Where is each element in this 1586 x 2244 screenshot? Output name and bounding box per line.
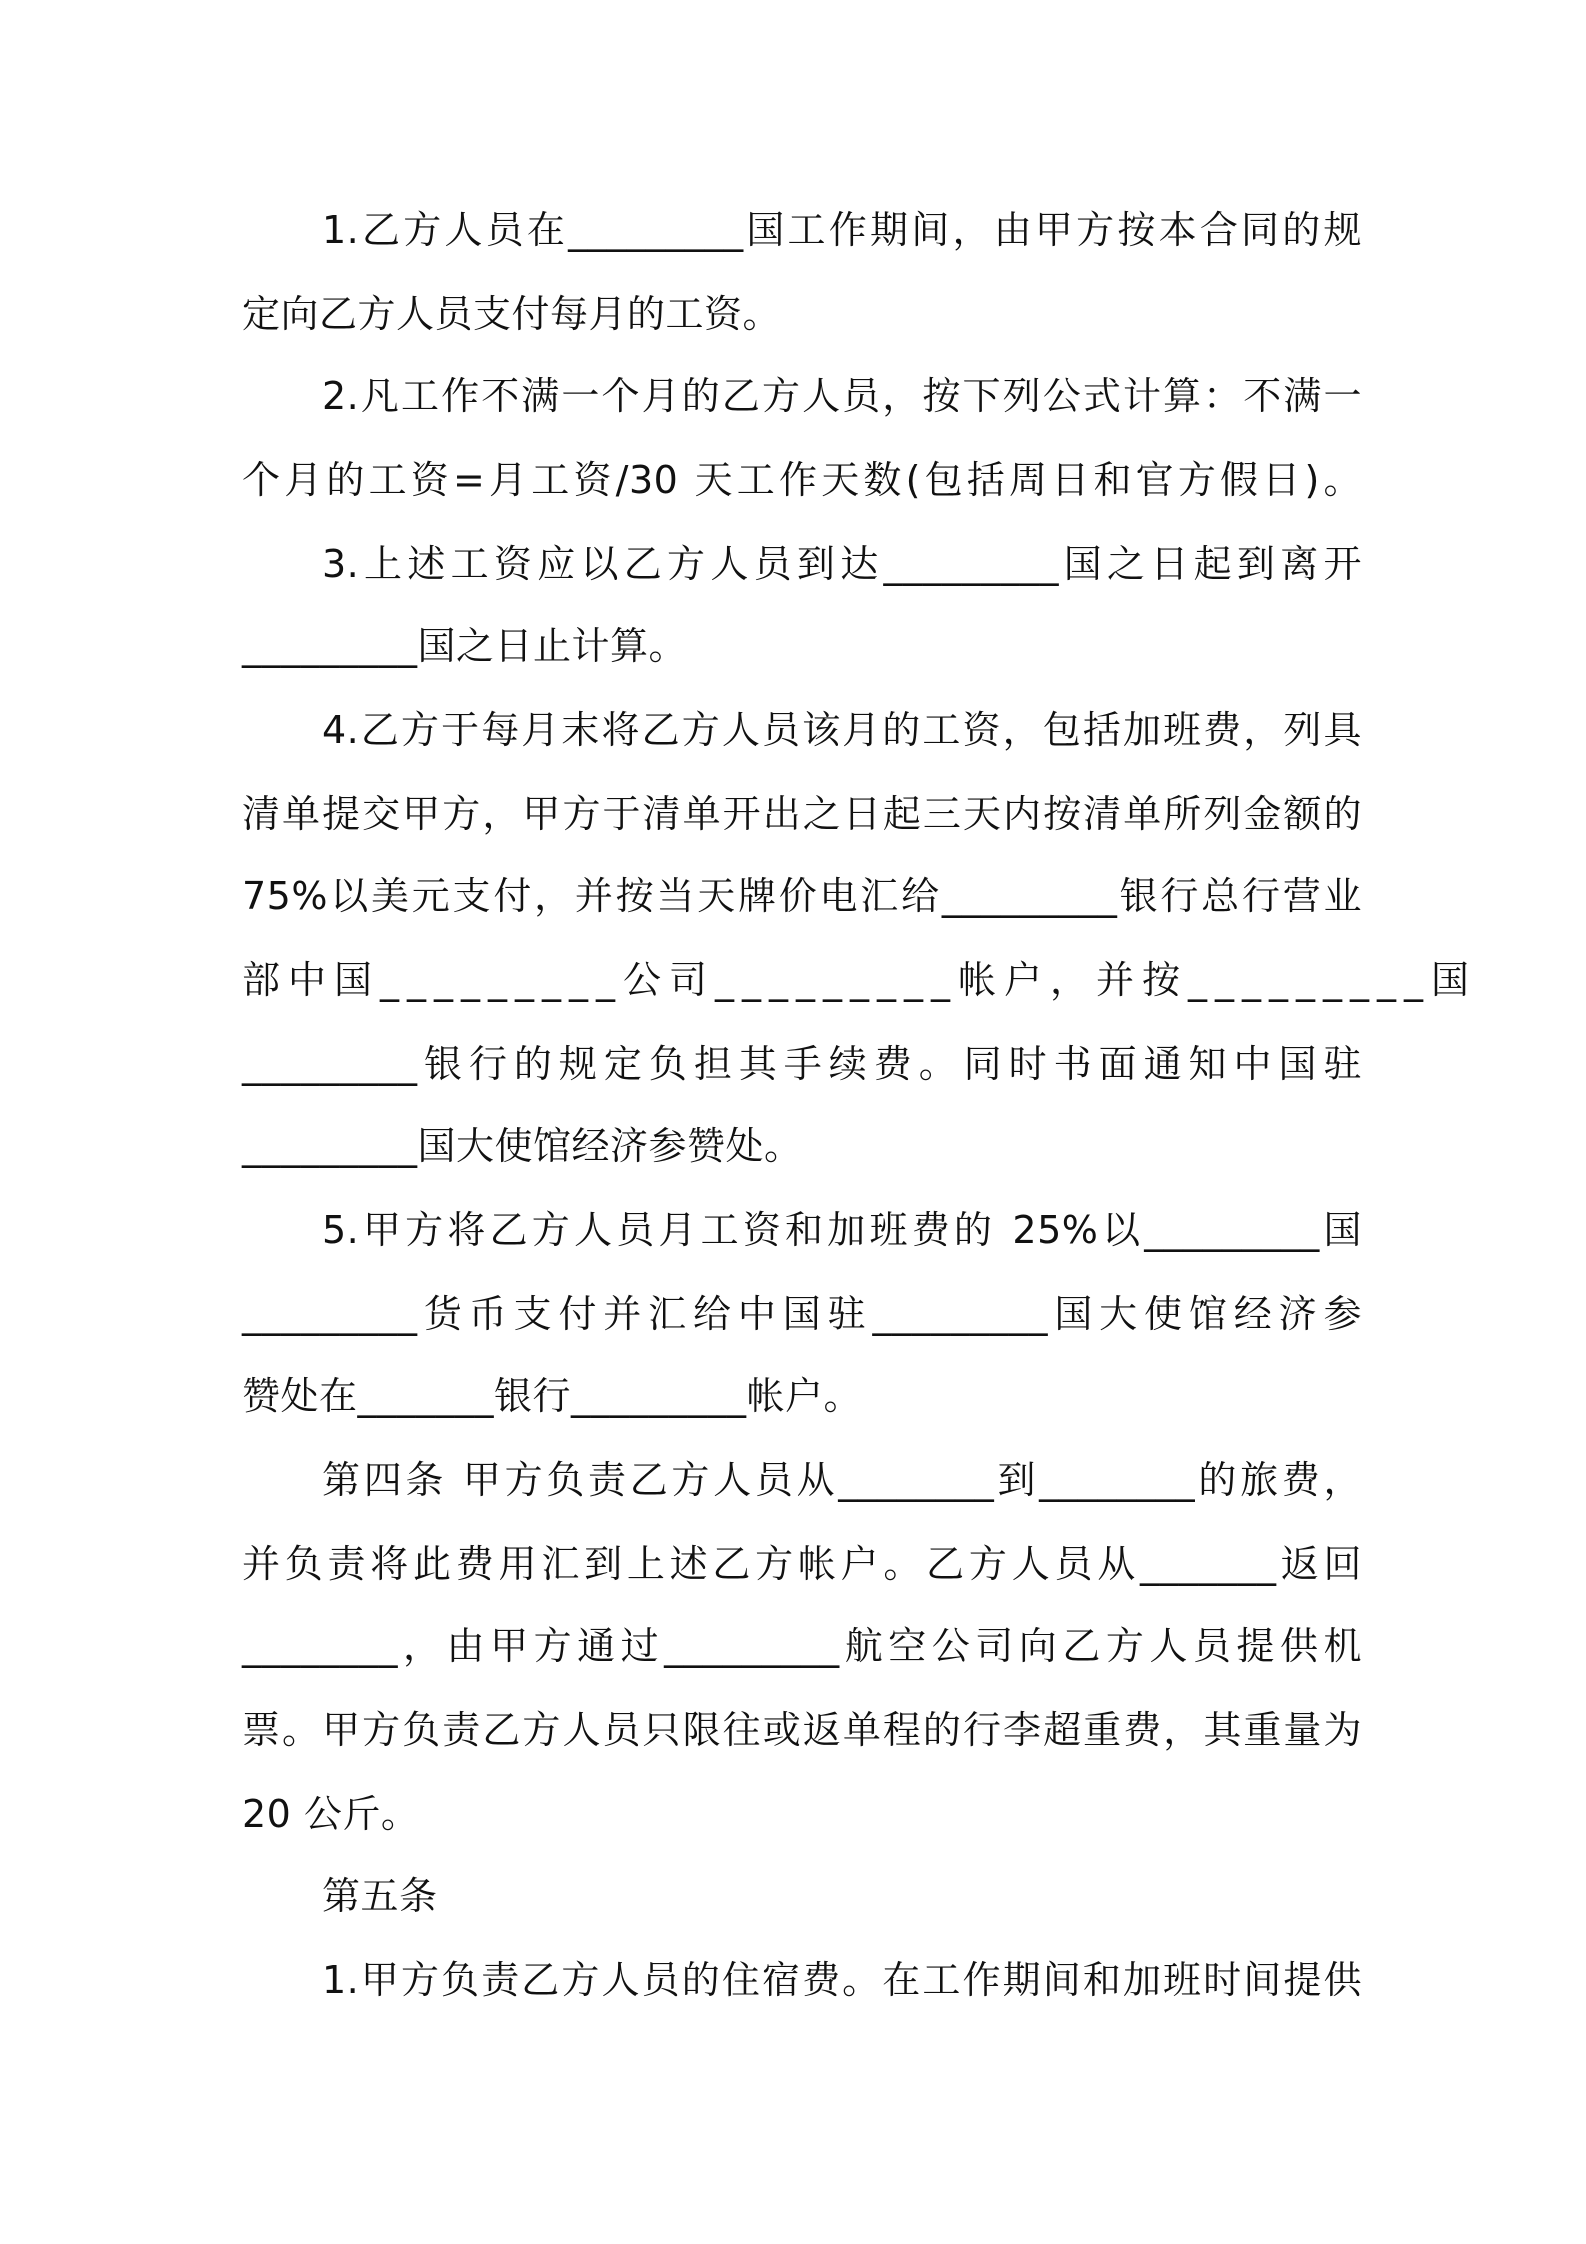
text-line: 票。甲方负责乙方人员只限往或返单程的行李超重费，其重量为 xyxy=(242,1708,1362,1752)
text-line: _________货币支付并汇给中国驻_________国大使馆经济参 xyxy=(242,1292,1362,1336)
section-heading: 第五条 xyxy=(322,1874,438,1918)
text-line: _________国之日止计算。 xyxy=(242,624,688,668)
text-line: _________银行的规定负担其手续费。同时书面通知中国驻 xyxy=(242,1042,1362,1086)
text-line: 3.上述工资应以乙方人员到达_________国之日起到离开 xyxy=(322,542,1362,586)
text-line: 75%以美元支付，并按当天牌价电汇给_________银行总行营业 xyxy=(242,874,1362,918)
text-line: 个月的工资=月工资/30 天工作天数(包括周日和官方假日)。 xyxy=(242,458,1362,502)
text-line: 1.乙方人员在_________国工作期间，由甲方按本合同的规 xyxy=(322,208,1362,252)
text-line: 并负责将此费用汇到上述乙方帐户。乙方人员从_______返回 xyxy=(242,1542,1362,1586)
text-line: ________，由甲方通过_________航空公司向乙方人员提供机 xyxy=(242,1624,1362,1668)
text-line: _________国大使馆经济参赞处。 xyxy=(242,1124,803,1168)
text-line: 2.凡工作不满一个月的乙方人员，按下列公式计算：不满一 xyxy=(322,374,1362,418)
text-line: 1.甲方负责乙方人员的住宿费。在工作期间和加班时间提供 xyxy=(322,1958,1362,2002)
text-line: 5.甲方将乙方人员月工资和加班费的 25%以_________国 xyxy=(322,1208,1362,1252)
text-line: 赞处在_______银行_________帐户。 xyxy=(242,1374,863,1418)
text-line: 部中国_________公司_________帐户，并按_________国 xyxy=(242,958,1478,1002)
text-line: 4.乙方于每月末将乙方人员该月的工资，包括加班费，列具 xyxy=(322,708,1362,752)
text-line: 清单提交甲方，甲方于清单开出之日起三天内按清单所列金额的 xyxy=(242,792,1362,836)
text-line: 20 公斤。 xyxy=(242,1792,420,1836)
text-line: 定向乙方人员支付每月的工资。 xyxy=(242,292,782,336)
text-line: 第四条 甲方负责乙方人员从________到________的旅费， xyxy=(322,1458,1362,1502)
